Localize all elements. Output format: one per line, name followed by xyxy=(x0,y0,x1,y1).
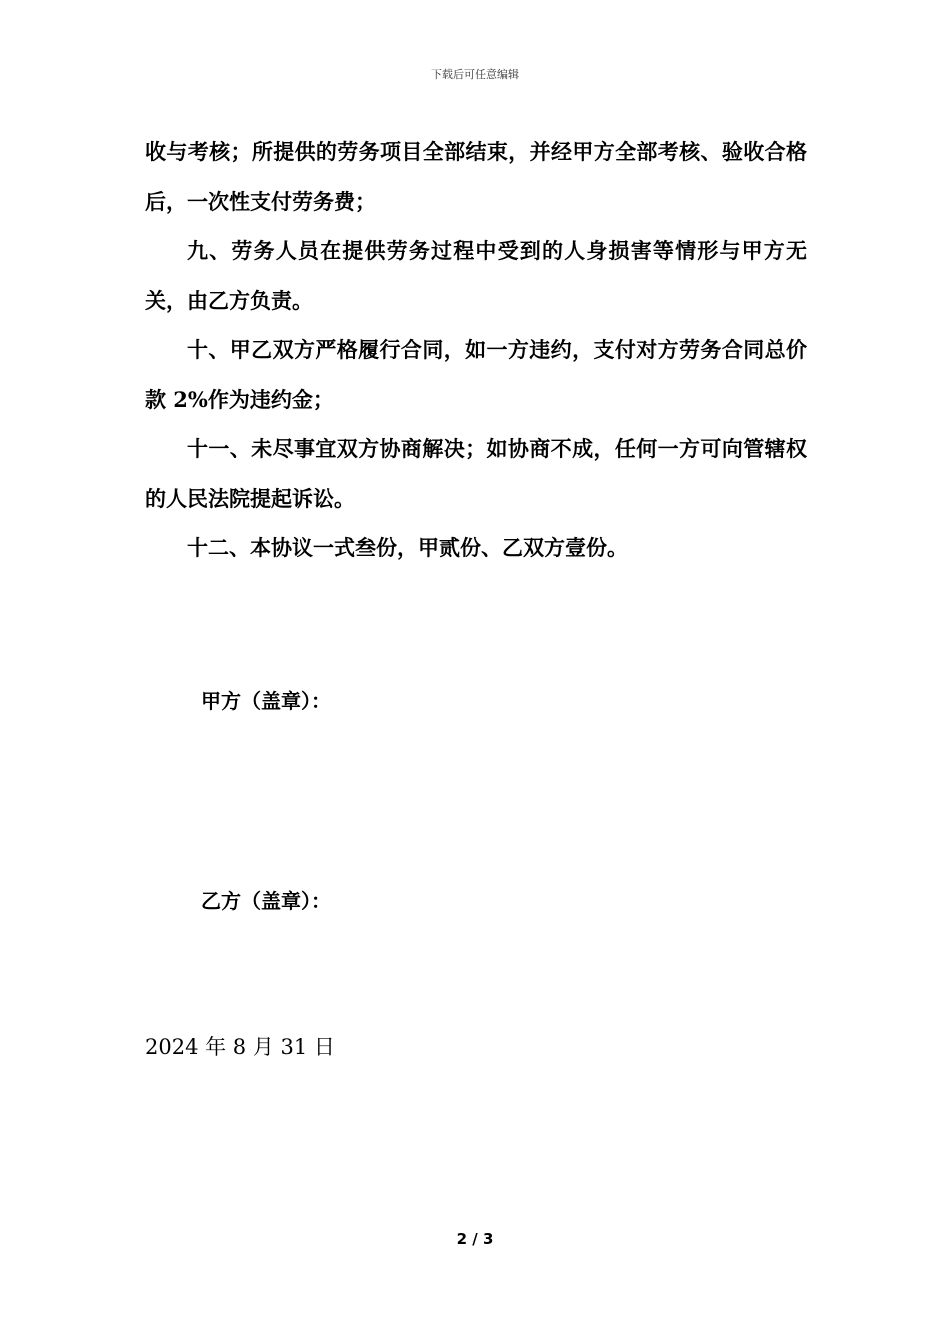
page-number: 2 / 3 xyxy=(456,1230,494,1248)
party-b-signature: 乙方（盖章）： xyxy=(201,889,331,913)
party-a-signature: 甲方（盖章）： xyxy=(201,689,331,713)
clause-9: 九、劳务人员在提供劳务过程中受到的人身损害等情形与甲方无关，由乙方负责。 xyxy=(145,238,807,313)
document-date: 2024 年 8 月 31 日 xyxy=(145,1035,335,1059)
document-body xyxy=(145,127,807,573)
clause-10: 十、甲乙双方严格履行合同，如一方违约，支付对方劳务合同总价款 2%作为违约金； xyxy=(145,337,807,412)
clause-11: 十一、未尽事宜双方协商解决；如协商不成，任何一方可向管辖权的人民法院提起诉讼。 xyxy=(145,436,807,511)
clause-12: 十二、本协议一式叁份，甲贰份、乙双方壹份。 xyxy=(187,535,628,560)
header-note: 下载后可任意编辑 xyxy=(431,68,519,81)
paragraph-continuation: 收与考核；所提供的劳务项目全部结束，并经甲方全部考核、验收合格后，一次性支付劳务费； xyxy=(145,139,807,214)
